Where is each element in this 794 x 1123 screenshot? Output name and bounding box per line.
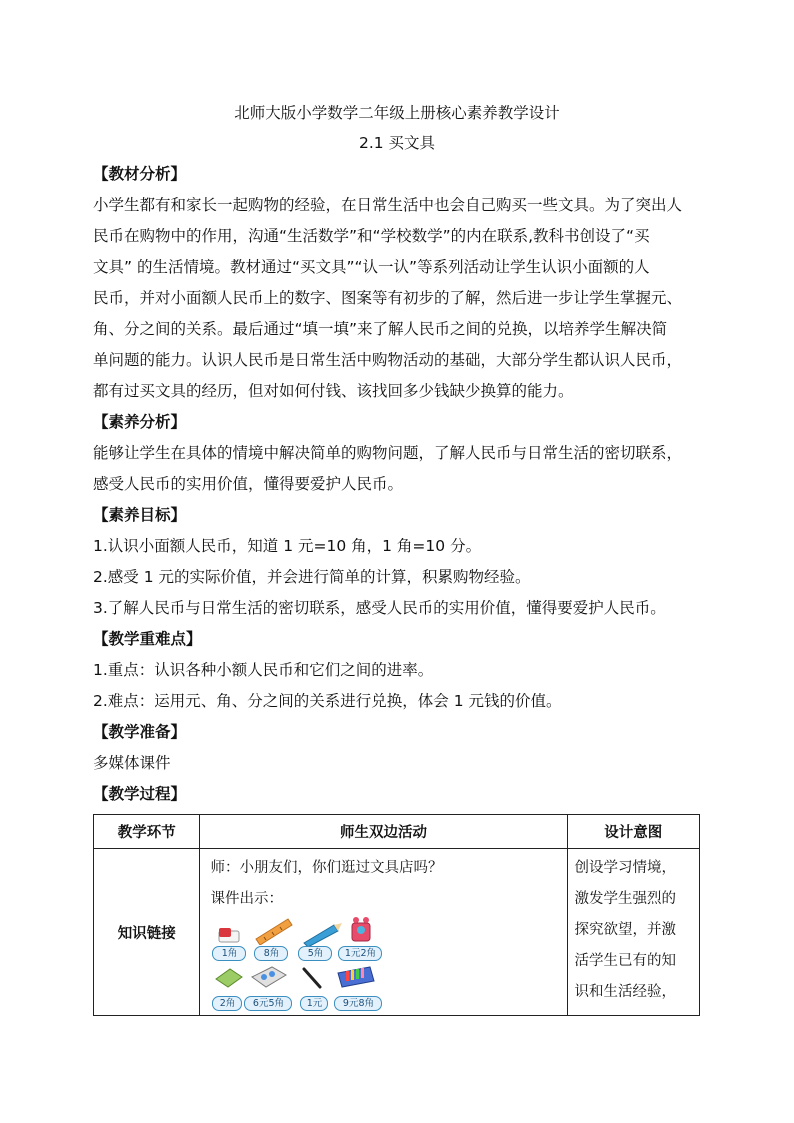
stationery-illustration: [210, 915, 566, 1015]
activity-line: 师：小朋友们，你们逛过文具店吗？: [210, 860, 443, 876]
intent-line: 探究欲望，并激: [574, 922, 677, 938]
table-row: [94, 849, 700, 1016]
price-tag: 1元2角: [338, 946, 382, 961]
keypoint-item: 1.重点：认识各种小额人民币和它们之间的进率。: [93, 661, 434, 679]
goal-item: 2.感受 1 元的实际价值，并会进行简单的计算，积累购物经验。: [93, 568, 531, 586]
column-header: 设计意图: [567, 815, 699, 849]
activity-cell: [200, 849, 567, 1016]
keypoints-heading: 【教学重难点】: [93, 630, 202, 648]
price-tag: 1角: [212, 946, 246, 961]
analysis-text: [93, 190, 713, 407]
intent-cell: [567, 849, 699, 1016]
goals-heading: 【素养目标】: [93, 506, 187, 524]
activity-line: 课件出示：: [210, 891, 283, 907]
price-tag: 5角: [298, 946, 332, 961]
process-table: [93, 814, 700, 1016]
section-analysis: [93, 159, 713, 810]
crayon-box-icon: [336, 965, 376, 989]
analysis-line: 民币在购物中的作用，沟通“生活数学”和“学校数学”的内在联系,教科书创设了“买: [93, 227, 650, 245]
goal-item: 1.认识小面额人民币，知道 1 元=10 角，1 角=10 分。: [93, 537, 482, 555]
ruler-icon: [254, 917, 294, 945]
goal-item: 3.了解人民币与日常生活的密切联系，感受人民币的实用价值，懂得要爱护人民币。: [93, 599, 666, 617]
pencil-sharpener-icon: [350, 915, 372, 943]
process-heading: 【教学过程】: [93, 785, 187, 803]
literacy-line: 能够让学生在具体的情境中解决简单的购物问题，了解人民币与日常生活的密切联系，: [93, 444, 683, 462]
price-tag: 1元: [300, 996, 328, 1011]
pencil-icon: [300, 921, 344, 947]
analysis-line: 民币，并对小面额人民币上的数字、图案等有初步的了解，然后进一步让学生掌握元、: [93, 289, 683, 307]
intent-line: 识和生活经验，: [574, 984, 677, 1000]
eraser-icon: [218, 925, 240, 943]
literacy-line: 感受人民币的实用价值，懂得要爱护人民币。: [93, 475, 404, 493]
pencil-case-icon: [250, 965, 288, 989]
analysis-line: 角、分之间的关系。最后通过“填一填”来了解人民币之间的兑换，以培养学生解决简: [93, 320, 668, 338]
column-header: 师生双边活动: [200, 815, 567, 849]
price-tag: 2角: [212, 996, 242, 1011]
pen-icon: [300, 965, 324, 991]
keypoint-item: 2.难点：运用元、角、分之间的关系进行兑换，体会 1 元钱的价值。: [93, 692, 562, 710]
price-tag: 8角: [254, 946, 288, 961]
literacy-heading: 【素养分析】: [93, 413, 187, 431]
intent-line: 激发学生强烈的: [574, 891, 677, 907]
document-title: 北师大版小学数学二年级上册核心素养教学设计: [234, 104, 560, 122]
document-subtitle: 2.1 买文具: [358, 134, 436, 152]
analysis-heading: 【教材分析】: [93, 165, 187, 183]
table-header-row: [94, 815, 700, 849]
stage-cell: 知识链接: [94, 849, 200, 1016]
analysis-line: 小学生都有和家长一起购物的经验，在日常生活中也会自己购买一些文具。为了突出人: [93, 196, 683, 214]
intent-line: 创设学习情境，: [574, 860, 677, 876]
column-header: 教学环节: [94, 815, 200, 849]
price-tag: 6元5角: [244, 996, 292, 1011]
analysis-line: 文具” 的生活情境。教材通过“买文具”“认一认”等系列活动让学生认识小面额的人: [93, 258, 650, 276]
analysis-line: 单问题的能力。认识人民币是日常生活中购物活动的基础，大部分学生都认识人民币，: [93, 351, 683, 369]
notebook-icon: [214, 967, 244, 989]
prep-heading: 【教学准备】: [93, 723, 187, 741]
prep-text: 多媒体课件: [93, 754, 171, 772]
analysis-line: 都有过买文具的经历，但对如何付钱、该找回多少钱缺少换算的能力。: [93, 382, 574, 400]
price-tag: 9元8角: [334, 996, 382, 1011]
intent-line: 活学生已有的知: [574, 953, 677, 969]
